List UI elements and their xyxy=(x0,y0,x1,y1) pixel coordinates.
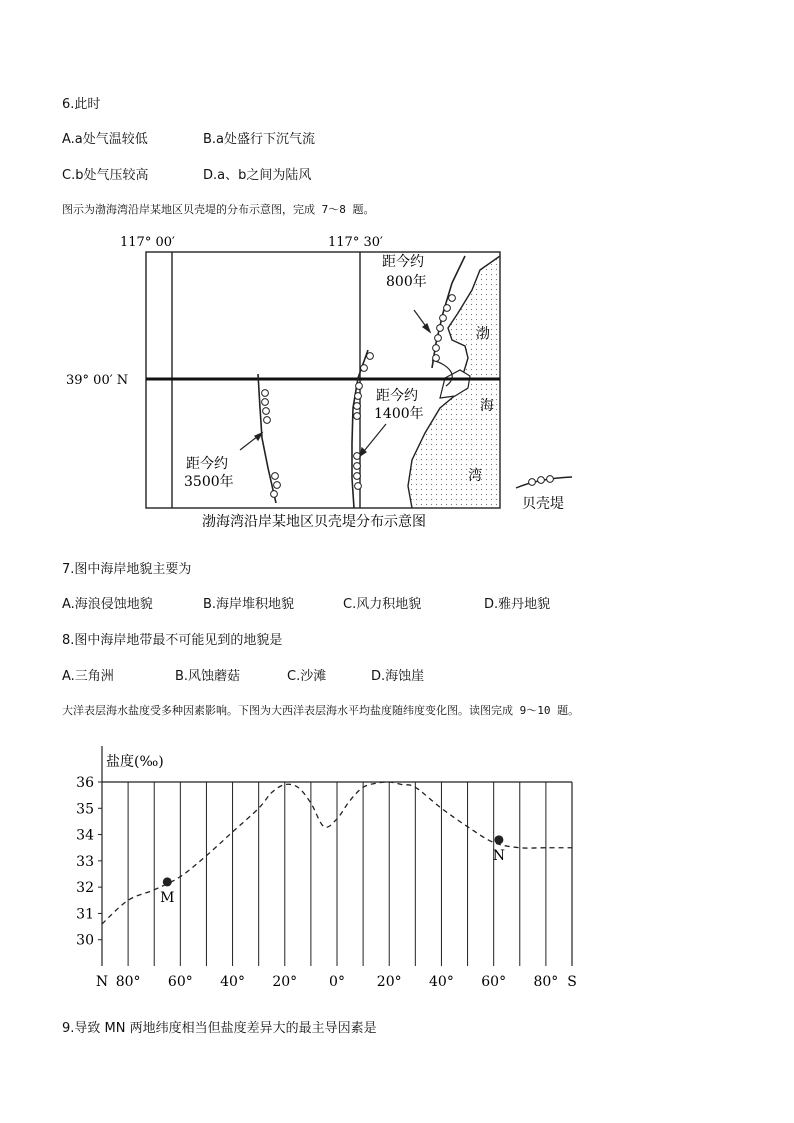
x-tick-label: 20° xyxy=(376,974,402,990)
sea-label-2: 海 xyxy=(480,398,494,414)
label-3500-a: 距今约 xyxy=(186,456,228,472)
legend-label: 贝壳堤 xyxy=(522,496,564,512)
label-1400-b: 1400年 xyxy=(374,406,424,422)
chart-ylabel: 盐度(‰) xyxy=(106,754,164,770)
q6-option-a: A.a处气温较低 xyxy=(62,132,148,147)
point-N xyxy=(494,835,503,844)
x-tick-label: 40° xyxy=(220,974,245,990)
lat-label-39-00: 39° 00′ N xyxy=(66,373,129,388)
y-tick-label: 35 xyxy=(76,801,94,818)
pointer-arrows xyxy=(240,310,430,456)
x-tick-label: 80° xyxy=(533,974,559,990)
x-tick-label: 80° xyxy=(115,974,141,990)
sea-label-1: 渤 xyxy=(476,326,490,342)
x-tick-label: 0° xyxy=(329,974,345,990)
q7-option-d: D.雅丹地貌 xyxy=(484,597,551,612)
q7-option-c: C.风力积地貌 xyxy=(343,597,422,612)
q8-option-b: B.风蚀蘑菇 xyxy=(175,669,241,684)
x-tick-label: 20° xyxy=(272,974,298,990)
shell-ridge-map xyxy=(60,228,580,538)
intro-9-10: 大洋表层海水盐度受多种因素影响。下图为大西洋表层海水平均盐度随纬度变化图。读图完成 9～10 题。 xyxy=(62,704,580,717)
shell-ridge-1400-shells xyxy=(354,353,374,490)
y-tick-label: 33 xyxy=(76,853,94,870)
salinity-chart xyxy=(60,738,600,993)
label-800-a: 距今约 xyxy=(382,254,424,270)
lon-label-117-00: 117° 00′ xyxy=(120,235,175,250)
q8-option-a: A.三角洲 xyxy=(62,669,114,684)
x-tick-label: S xyxy=(567,974,577,990)
y-tick-label: 36 xyxy=(76,775,94,791)
x-tick-label: 60° xyxy=(481,974,507,990)
intro-7-8: 图示为渤海湾沿岸某地区贝壳堤的分布示意图，完成 7～8 题。 xyxy=(62,203,375,216)
q8-option-c: C.沙滩 xyxy=(287,669,327,684)
sea-label-3: 湾 xyxy=(468,468,482,484)
label-1400-a: 距今约 xyxy=(376,388,418,404)
q6-option-c: C.b处气压较高 xyxy=(62,168,149,183)
x-tick-label: 40° xyxy=(429,974,454,990)
q7-option-a: A.海浪侵蚀地貌 xyxy=(62,597,153,612)
label-800-b: 800年 xyxy=(386,274,427,290)
y-tick-label: 31 xyxy=(76,906,94,923)
y-tick-label: 32 xyxy=(76,880,94,897)
q7-stem: 7.图中海岸地貌主要为 xyxy=(62,562,192,577)
y-tick-label: 34 xyxy=(76,827,94,844)
lon-label-117-30: 117° 30′ xyxy=(328,235,383,250)
legend-shell-icon xyxy=(529,476,554,486)
q8-option-d: D.海蚀崖 xyxy=(371,669,425,684)
q6-option-d: D.a、b之间为陆风 xyxy=(203,168,312,183)
q6-option-b: B.a处盛行下沉气流 xyxy=(203,132,316,147)
q6-stem: 6.此时 xyxy=(62,97,101,112)
map-caption: 渤海湾沿岸某地区贝壳堤分布示意图 xyxy=(202,514,426,530)
x-tick-label: N xyxy=(95,974,109,990)
q8-stem: 8.图中海岸地带最不可能见到的地貌是 xyxy=(62,633,283,648)
x-tick-label: 60° xyxy=(167,974,193,990)
q9-stem: 9.导致 MN 两地纬度相当但盐度差异大的最主导因素是 xyxy=(62,1021,377,1036)
label-3500-b: 3500年 xyxy=(184,474,234,490)
q7-option-b: B.海岸堆积地貌 xyxy=(203,597,295,612)
point-label-N: N xyxy=(492,847,506,864)
y-tick-label: 30 xyxy=(76,932,94,949)
point-M xyxy=(163,877,172,886)
point-label-M: M xyxy=(160,889,175,906)
